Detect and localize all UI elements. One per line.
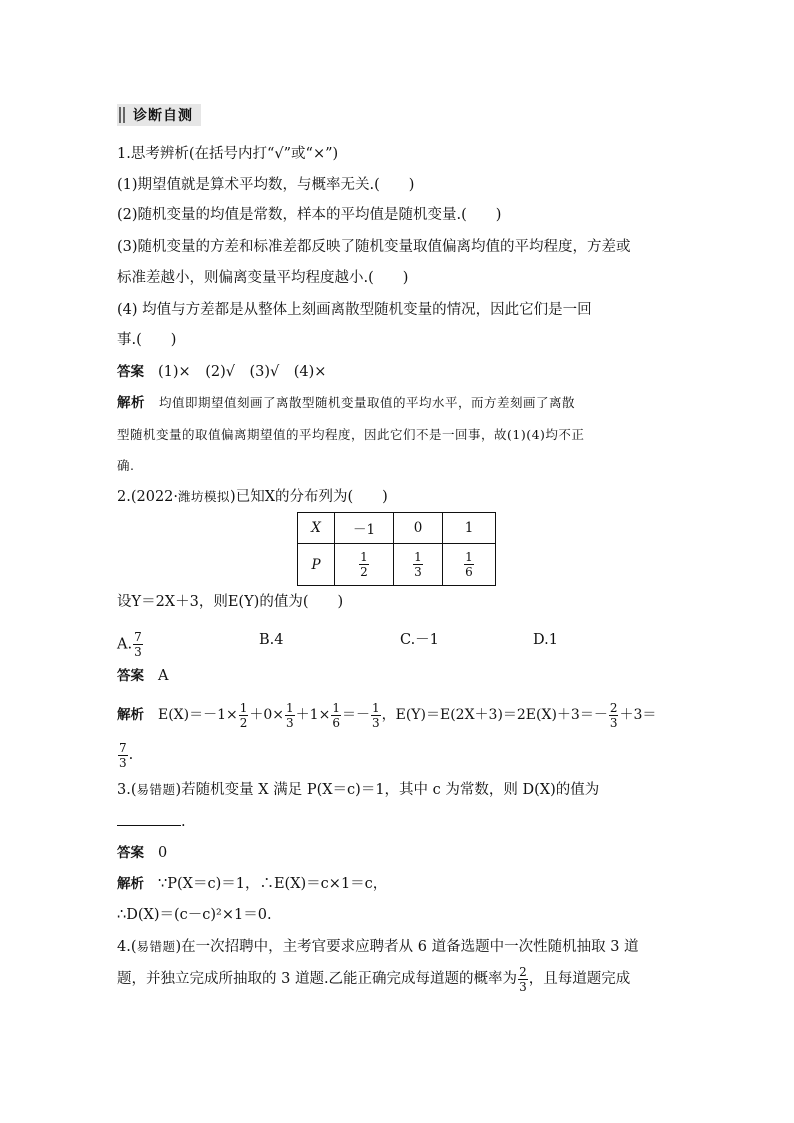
table-cell: －1 [335,513,394,544]
q3-source-note: 易错题 [136,782,176,797]
q2-options [117,622,677,658]
table-cell: 1 [443,513,496,544]
q2-answer [117,666,168,686]
q1-stem: 1.思考辨析(在括号内打“√”或“×”) [117,146,339,162]
q1-analysis-line2: 型随机变量的取值偏离期望值的平均程度，因此它们不是一回事，故(1)(4)均不正 [117,427,585,442]
q2-analysis-line1: 解析 E(X)＝－1× $\frac{1}{2}$ ＋0× $\frac{1}{3}$ ＋1× $\frac{1}{6}$ ＝－ $\frac{1}{3}$ ，E(Y)＝E(2X＋3)＝2E(X)＋3＝－ $\frac{2}{3}$ ＋3＝ [117,700,657,730]
q3-analysis-line1: 解析 ∵P(X＝c)＝1，∴E(X)＝c×1＝c， [117,876,388,892]
q1-item-4-line2: 事.( ) [117,332,177,348]
q3-blank-line: . [117,812,186,832]
q2-stem: 2.(2022·潍坊模拟)已知X的分布列为( ) [117,489,388,505]
option-a: A. $\frac{7}{3}$ [117,630,142,659]
q4-stem-line1: 4.(易错题)在一次招聘中，主考官要求应聘者从 6 道备选题中一次性随机抽取 3 道 [117,939,639,955]
q4-stem-line2: 题，并独立完成所抽取的 3 道题.乙能正确完成每道题的概率为 $\frac{2}{3}$ ，且每道题完成 [117,964,631,994]
table-row [298,513,496,544]
q2-source-note: 潍坊模拟 [178,489,231,504]
analysis-label: 解析 [117,395,145,411]
answer-text: A [158,668,169,684]
table-cell: $\frac{1}{3}$ [394,544,443,586]
q1-analysis-line1: 解析 均值即期望值刻画了离散型随机变量取值的平均水平，而方差刻画了离散 [117,395,576,411]
q1-item-2: (2)随机变量的均值是常数，样本的平均值是随机变量.( ) [117,207,502,223]
table-cell: 0 [394,513,443,544]
table-cell: $\frac{1}{2}$ [335,544,394,586]
q4-source-note: 易错题 [136,939,176,954]
answer-blank [117,825,181,826]
answer-text: (1)× (2)√ (3)√ (4)× [158,364,327,380]
distribution-table [297,512,496,586]
table-cell: X [298,513,335,544]
option-b: B.4 [259,632,284,648]
option-d: D.1 [533,632,558,648]
table-cell: $\frac{1}{6}$ [443,544,496,586]
analysis-label: 解析 [117,876,144,892]
q1-item-4-line1: (4) 均值与方差都是从整体上刻画离散型随机变量的情况，因此它们是一回 [117,302,592,318]
table-row [298,544,496,586]
section-marker-icon [119,107,127,123]
table-cell: P [298,544,335,586]
analysis-label: 解析 [117,707,144,723]
q3-analysis-line2: ∴D(X)＝(c－c)²×1＝0. [117,907,272,923]
answer-label: 答案 [117,364,144,380]
answer-label: 答案 [117,668,144,684]
answer-text: 0 [158,845,168,861]
answer-label: 答案 [117,845,144,861]
q1-answer [117,362,326,382]
option-c: C.－1 [400,632,439,648]
q1-item-1: (1)期望值就是算术平均数，与概率无关.( ) [117,177,415,193]
q1-item-3-line1: (3)随机变量的方差和标准差都反映了随机变量取值偏离均值的平均程度，方差或 [117,239,631,255]
q1-analysis-line3: 确. [117,458,135,473]
q2-analysis-line2: $\frac{7}{3}$ . [119,740,134,770]
section-title: 诊断自测 [117,104,201,126]
q3-answer [117,843,167,863]
q2-question: 设Y＝2X＋3，则E(Y)的值为( ) [117,594,344,610]
q1-item-3-line2: 标准差越小，则偏离变量平均程度越小.( ) [117,270,409,286]
q3-stem: 3.(易错题)若随机变量 X 满足 P(X＝c)＝1，其中 c 为常数，则 D(X)的值为 [117,782,600,798]
